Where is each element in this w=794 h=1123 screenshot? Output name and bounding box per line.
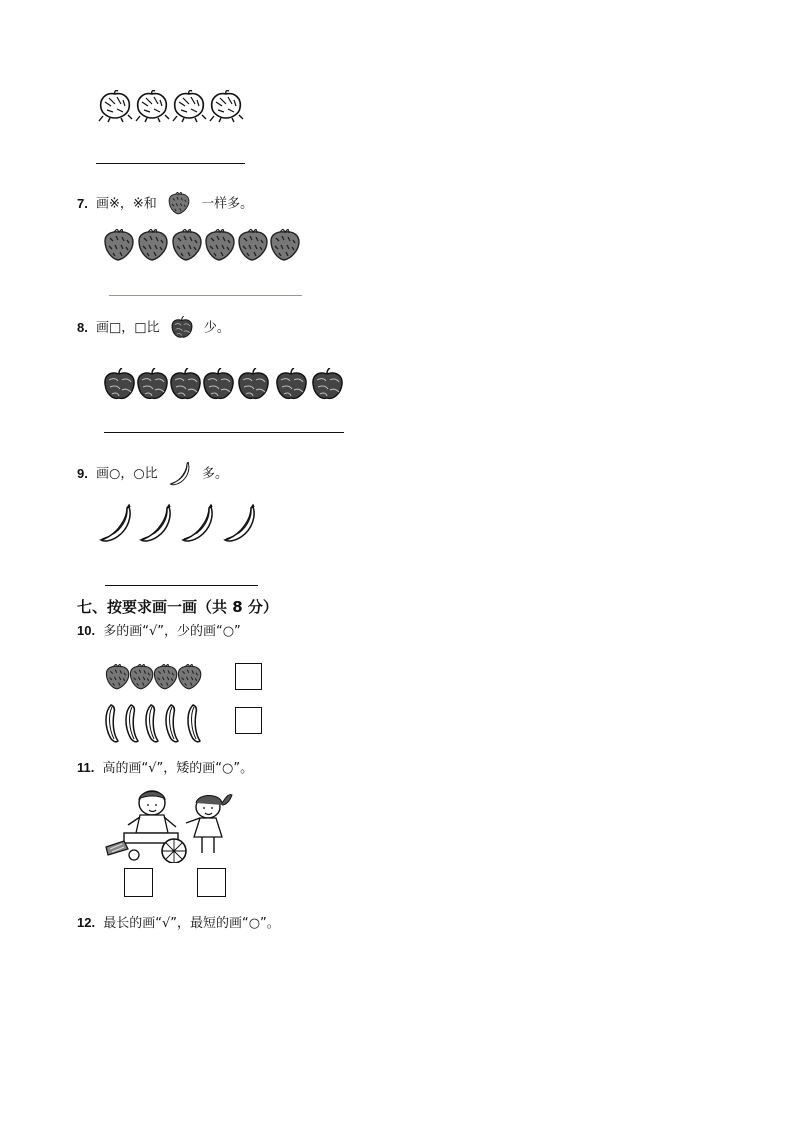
strawberry-icon xyxy=(239,229,267,260)
banana-icon xyxy=(126,705,138,742)
question-number: 9. xyxy=(77,465,88,481)
banana-icon xyxy=(141,505,170,541)
strawberry-icon xyxy=(105,229,133,260)
strawberry-icon xyxy=(154,664,176,689)
strawberry-icon xyxy=(178,664,200,689)
apple-icon xyxy=(277,368,306,398)
question-10 xyxy=(77,623,241,640)
strawberry-icon xyxy=(139,229,167,260)
strawberry-row xyxy=(102,229,302,263)
answer-line-q8[interactable] xyxy=(104,432,344,433)
strawberry-icon xyxy=(106,664,128,689)
banana-icon xyxy=(225,505,254,541)
banana-icon xyxy=(188,705,200,742)
question-text: 画□，□比 xyxy=(95,320,160,336)
answer-box-bananas[interactable] xyxy=(235,707,262,734)
strawberry-icon xyxy=(173,229,201,260)
question-8 xyxy=(77,316,230,340)
banana-icon xyxy=(101,505,130,541)
question-number: 12. xyxy=(77,915,96,930)
question-text: 多的画“√”，少的画“○” xyxy=(103,624,241,639)
banana-icon xyxy=(166,705,178,742)
apple-icon xyxy=(239,368,268,398)
question-number: 7. xyxy=(77,195,88,211)
banana-icon xyxy=(168,462,192,486)
question-text: 画※，※和 xyxy=(95,196,157,212)
question-text: 多。 xyxy=(201,466,228,482)
apple-icon xyxy=(138,368,167,398)
question-text: 画○，○比 xyxy=(95,466,158,482)
section-heading: 七、按要求画一画（共 8 分） xyxy=(77,598,278,616)
question-11 xyxy=(77,760,253,777)
strawberry-icon xyxy=(206,229,234,260)
answer-box-strawberries[interactable] xyxy=(235,663,262,690)
strawberry-icon xyxy=(271,229,299,260)
apple-icon xyxy=(171,368,200,398)
answer-line-q7[interactable] xyxy=(109,295,302,296)
banana-icon xyxy=(146,705,158,742)
answer-line-q6[interactable] xyxy=(96,163,245,164)
apple-icon xyxy=(204,368,233,398)
question-text: 高的画“√”，矮的画“○”。 xyxy=(102,761,254,776)
question-12 xyxy=(77,915,280,932)
question-9 xyxy=(77,462,228,486)
peach-row xyxy=(97,90,247,126)
answer-box-boy[interactable] xyxy=(124,868,153,897)
question-text: 少。 xyxy=(203,320,230,336)
question-text: 一样多。 xyxy=(201,196,254,212)
apple-icon xyxy=(313,368,342,398)
banana-icon xyxy=(106,705,118,742)
banana-icon xyxy=(183,505,212,541)
peach-icon xyxy=(97,90,247,126)
answer-line-q9[interactable] xyxy=(105,585,258,586)
apple-icon xyxy=(105,368,134,398)
question-text: 最长的画“√”，最短的画“○”。 xyxy=(103,916,280,931)
strawberry-row-q10 xyxy=(104,664,204,692)
banana-row xyxy=(99,503,269,545)
strawberry-icon xyxy=(130,664,152,689)
banana-row-q10 xyxy=(102,703,212,745)
question-number: 11. xyxy=(77,760,95,775)
question-number: 8. xyxy=(77,319,88,335)
question-7 xyxy=(77,192,253,216)
apple-icon xyxy=(170,316,194,340)
children-with-cart-illustration xyxy=(104,787,244,863)
answer-box-girl[interactable] xyxy=(197,868,226,897)
apple-row xyxy=(102,368,347,404)
question-number: 10. xyxy=(77,623,96,638)
strawberry-icon xyxy=(167,192,191,216)
